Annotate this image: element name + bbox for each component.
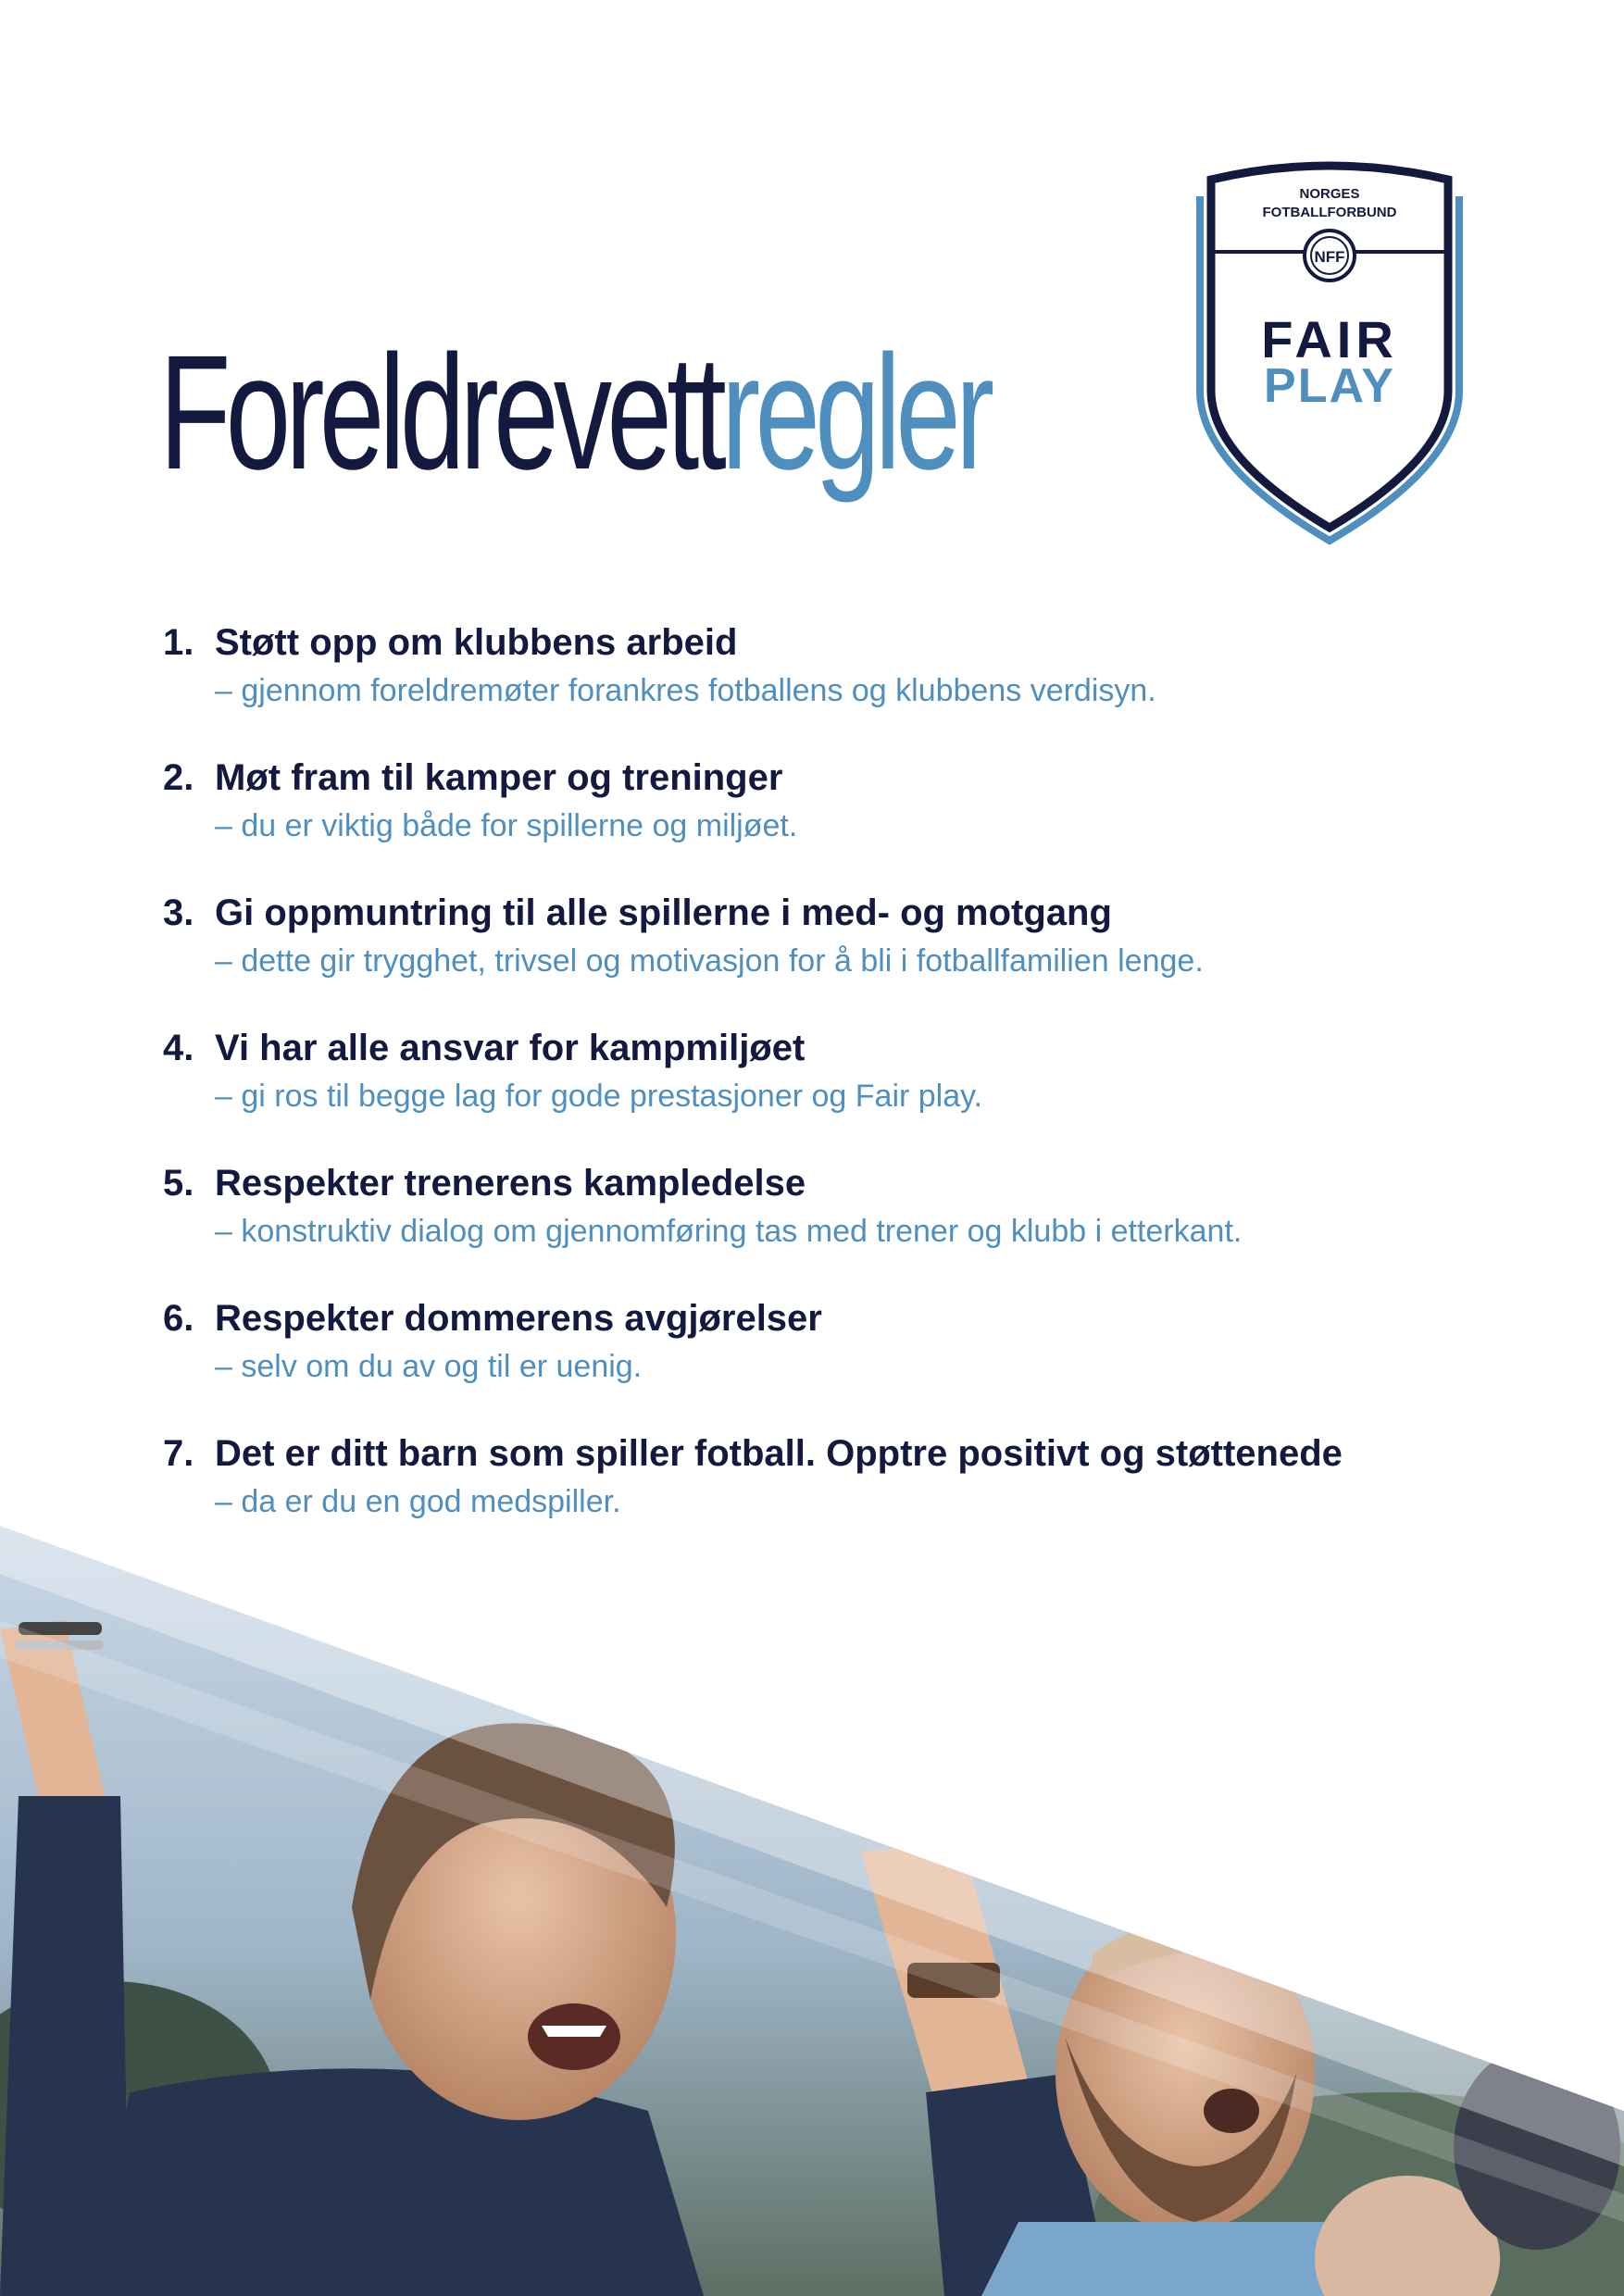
rule-item [163, 754, 1552, 889]
badge-emblem-text: NFF [1314, 248, 1345, 266]
rule-item [163, 618, 1552, 754]
rule-number: 4. [163, 1028, 194, 1068]
rule-number: 7. [163, 1433, 194, 1474]
rule-title: Gi oppmuntring til alle spillerne i med- og motgang [215, 892, 1112, 933]
title-part-light: regler [720, 322, 990, 504]
badge-org-line1: NORGES [1299, 186, 1360, 202]
rule-item [163, 1294, 1552, 1429]
rule-title: Respekter trenerens kampledelse [215, 1163, 806, 1204]
rule-number: 5. [163, 1163, 194, 1204]
rule-item [163, 1024, 1552, 1159]
rule-description: – dette gir trygghet, trivsel og motivasjon for å bli i fotballfamilien lenge. [215, 943, 1204, 979]
rule-title: Vi har alle ansvar for kampmiljøet [215, 1028, 806, 1068]
title-part-dark: Foreldrevett [159, 322, 721, 504]
rule-number: 6. [163, 1298, 194, 1339]
rule-number: 3. [163, 892, 194, 933]
badge-play: PLAY [1264, 359, 1395, 413]
rule-title: Støtt opp om klubbens arbeid [215, 622, 738, 663]
rule-description: – gjennom foreldremøter forankres fotballens og klubbens verdisyn. [215, 673, 1156, 708]
cheering-parents-photo [0, 1518, 1624, 2296]
rule-item [163, 1159, 1552, 1294]
rule-number: 2. [163, 757, 194, 798]
rule-title: Respekter dommerens avgjørelser [215, 1298, 822, 1339]
badge-fair: FAIR [1261, 310, 1398, 368]
rules-list [163, 618, 1552, 1565]
rule-title: Møt fram til kamper og treninger [215, 757, 783, 798]
photo-illustration [0, 1518, 1624, 2296]
page-title [159, 322, 990, 504]
rule-description: – konstruktiv dialog om gjennomføring tas med trener og klubb i etterkant. [215, 1214, 1243, 1249]
rule-description: – du er viktig både for spillerne og miljøet. [215, 808, 798, 843]
rule-number: 1. [163, 622, 194, 663]
fair-play-badge [1193, 159, 1467, 548]
badge-org-line2: FOTBALLFORBUND [1262, 205, 1397, 220]
shield-logo [1193, 159, 1467, 548]
rule-title: Det er ditt barn som spiller fotball. Opptre positivt og støttenede [215, 1433, 1343, 1474]
rule-item [163, 889, 1552, 1024]
rule-description: – selv om du av og til er uenig. [215, 1349, 643, 1384]
rule-description: – gi ros til begge lag for gode prestasjoner og Fair play. [215, 1079, 983, 1114]
rule-description: – da er du en god medspiller. [215, 1484, 621, 1519]
